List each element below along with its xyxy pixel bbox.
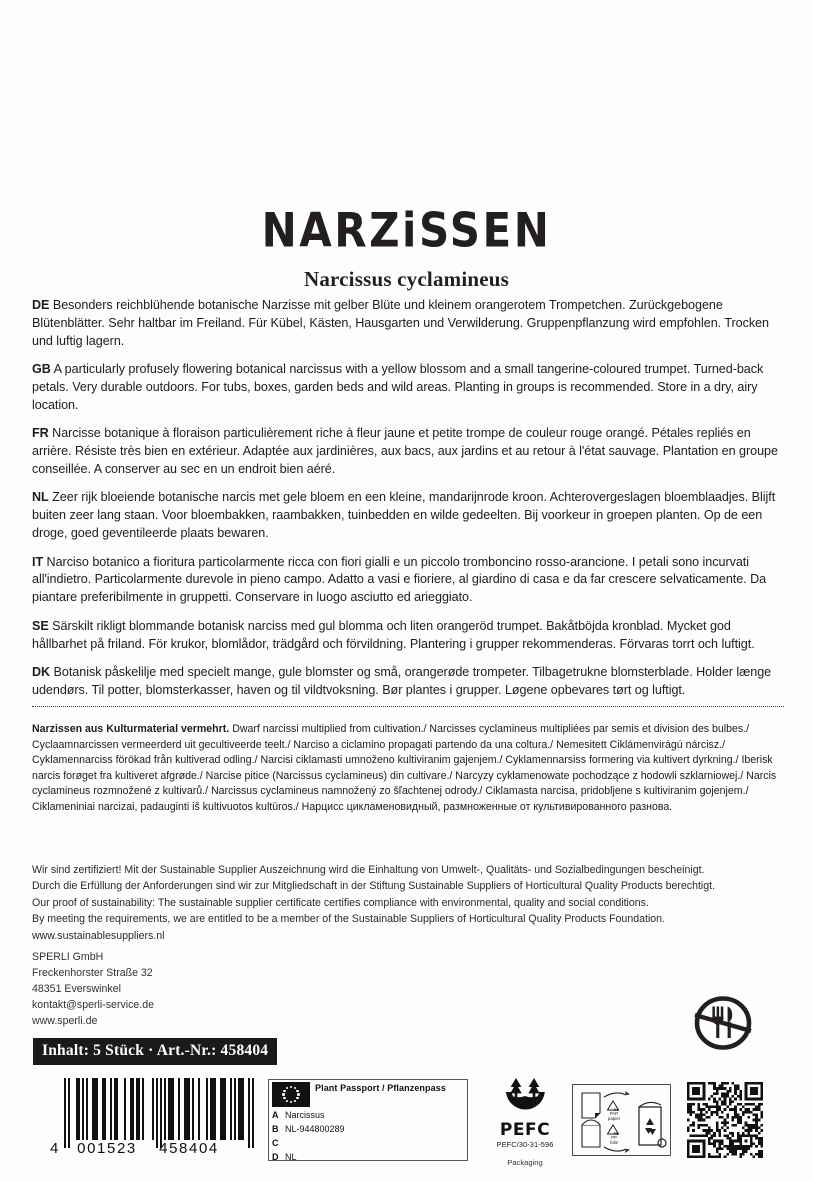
description-se bbox=[32, 618, 784, 654]
passport-rows bbox=[272, 1109, 465, 1165]
recycling-instructions bbox=[572, 1084, 671, 1156]
lang-code-se: SE bbox=[32, 618, 49, 633]
passport-key-c: C bbox=[272, 1137, 279, 1148]
company-email: kontakt@sperli-service.de bbox=[32, 999, 155, 1012]
recycle-paper-code: 21 bbox=[613, 1107, 619, 1112]
lang-code-it: IT bbox=[32, 554, 44, 569]
description-fr bbox=[32, 425, 784, 479]
pefc-wordmark: PEFC bbox=[499, 1120, 551, 1140]
cultivation-note bbox=[32, 722, 784, 815]
pefc-certification bbox=[486, 1072, 564, 1167]
page-title: NARZiSSEN bbox=[261, 202, 552, 258]
barcode-digits-left: 001523 bbox=[77, 1140, 137, 1157]
pefc-logo-icon bbox=[486, 1072, 564, 1116]
passport-row bbox=[272, 1123, 465, 1137]
qr-code-icon bbox=[687, 1082, 763, 1158]
passport-header bbox=[269, 1080, 467, 1104]
cert-website: www.sustainablesuppliers.nl bbox=[32, 929, 165, 942]
cert-line-2: Durch die Erfüllung der Anforderungen sind wir zur Mitgliedschaft in der Stiftung Sustainable Suppliers of Horticultural Quality Products berechtigt. bbox=[32, 880, 716, 893]
recycle-foil-label: PP bbox=[611, 1135, 617, 1140]
passport-key-d: D bbox=[272, 1151, 279, 1162]
description-dk bbox=[32, 664, 784, 700]
description-it bbox=[32, 554, 784, 608]
passport-row bbox=[272, 1137, 465, 1151]
passport-value-d: NL bbox=[285, 1151, 297, 1162]
passport-key-b: B bbox=[272, 1123, 279, 1134]
company-street: Freckenhorster Straße 32 bbox=[32, 967, 153, 980]
passport-value-c bbox=[285, 1137, 465, 1151]
barcode-bars bbox=[64, 1078, 254, 1140]
pefc-packaging-label: Packaging bbox=[507, 1158, 543, 1167]
passport-key-a: A bbox=[272, 1110, 279, 1120]
pefc-code: PEFC/30-31-596 bbox=[496, 1140, 554, 1149]
recycle-foil-sub: folie bbox=[609, 1140, 619, 1145]
recycle-paper-label: PAP bbox=[609, 1111, 619, 1116]
lang-code-fr: FR bbox=[32, 426, 49, 441]
cert-line-4: By meeting the requirements, we are entitled to be a member of the Sustainable Suppliers of Horticultural Quality Products Foundation. bbox=[32, 913, 666, 926]
content-article-badge: Inhalt: 5 Stück · Art.-Nr.: 458404 bbox=[33, 1038, 277, 1065]
cert-line-1: Wir sind zertifiziert! Mit der Sustainable Supplier Auszeichnung wird die Einhaltung von Umwelt-, Qualitäts- und Sozialbedingungen bescheinigt. bbox=[32, 864, 705, 876]
company-address bbox=[32, 949, 352, 1029]
cert-line-3: Our proof of sustainability: The sustainable supplier certificate certifies compliance with environmental, quality and social conditions. bbox=[32, 896, 649, 909]
passport-value-a: Narcissus bbox=[285, 1110, 325, 1120]
plant-passport bbox=[268, 1079, 468, 1161]
description-gb bbox=[32, 361, 784, 415]
lang-code-gb: GB bbox=[32, 362, 51, 377]
cultivation-lead: Narzissen aus Kulturmaterial vermehrt. bbox=[32, 723, 230, 735]
description-text-it: Narciso botanico a fioritura particolarmente ricca con fiori gialli e un piccolo tromboncino rosso-arancione. I petali sono incurvati all'indietro. Particolarmente durevole in pieno campo. Adatto a vasi e fioriere, al giardino di casa e da far crescere selvaticamente. Da piantare preferibilmente in gruppetti. Conservare in luogo asciutto ed arieggiato. bbox=[32, 554, 767, 605]
language-descriptions bbox=[32, 297, 784, 700]
company-city: 48351 Everswinkel bbox=[32, 983, 121, 996]
description-nl bbox=[32, 489, 784, 543]
cultivation-text: Dwarf narcissi multiplied from cultivation./ Narcisses cyclamineus multipliées par semis et division des bulbes./ Cyclaamnarcissen vermeerderd uit gecultiveerde teelt./ Narciso a ciclamino propagati partendo da una coltura./ Nemesitett Ciklámenvirágú nárcisz./ Cyklamennarciss förökad från kultiverad odling./ Narcisi ciklamasti umnoženo kultiviranim gajenjem./ Cyklamennarsiss formering via kultivert dyrkning./ Iberisk narcis forøget fra kultiveret afgrøde./ Narcise pitice (Narcissus cyclamineus) din cultivare./ Narcyzy cyklamenowate pochodzące z hodowli szklarniowej./ Narcis cyclamineus rozmnožené z kultivarů./ Narcissus cyclamineus namnožený zo šľachtenej odrody./ Ciklamasta narcisa, pridobljene s kultiviranim gojenjem./ Ciklameniniai narcizai, padauginti iš kultivuotos kultūros./ Нарцисс цикламеновидный, размноженные от культивированного разнова. bbox=[32, 723, 777, 813]
recycle-foil-code: 05 bbox=[613, 1131, 619, 1136]
company-name: SPERLI GmbH bbox=[32, 951, 104, 963]
recycle-paper-sub: papier bbox=[607, 1116, 621, 1121]
passport-row bbox=[272, 1151, 465, 1165]
eu-flag-icon bbox=[272, 1082, 310, 1107]
passport-title: Plant Passport / Pflanzenpass bbox=[315, 1083, 446, 1093]
lang-code-dk: DK bbox=[32, 664, 51, 679]
certification-note bbox=[32, 862, 784, 944]
description-de bbox=[32, 297, 784, 351]
lang-code-de: DE bbox=[32, 298, 50, 312]
lang-code-nl: NL bbox=[32, 490, 49, 505]
description-text-fr: Narcisse botanique à floraison particulièrement riche à fleur jaune et petite trompe de couleur rouge orangé. Pétales repliés en arrière. Résiste très bien en extérieur. Adaptée aux jardinières, aux bacs, aux jardins et au retour à l'état sauvage. Plantation en groupe conseillée. A conserver au sec en un endroit bien aéré. bbox=[32, 426, 778, 476]
barcode-digits bbox=[44, 1140, 259, 1157]
description-text-dk: Botanisk påskelilje med specielt mange, gule blomster og små, orangerøde trompeter. Tilbagetrukne blomsterblade. Holder længe udendørs. Til potter, blomsterkasser, haven og til vildtvoksning. Bør plantes i grupper. Løgene opbevares tørt og luftigt. bbox=[32, 664, 772, 697]
company-website: www.sperli.de bbox=[32, 1015, 98, 1028]
barcode bbox=[44, 1078, 259, 1166]
description-text-se: Särskilt rikligt blommande botanisk narciss med gul blomma och liten orangeröd trumpet. Bakåtböjda kronblad. Mycket god hållbarhet på friland. För krukor, blomlådor, trädgård och förvildning. Plantering i grupper rekommenderas. Förvaras torrt och luftigt. bbox=[32, 618, 755, 651]
description-text-de: Besonders reichblühende botanische Narzisse mit gelber Blüte und kleinem orangerotem Trompetchen. Zurückgebogene Blütenblätter. Sehr haltbar im Freiland. Für Kübel, Kästen, Hausgarten und Verwilderung. Gruppenpflanzung wird empfohlen. Trocken und luftig lagern. bbox=[32, 298, 770, 348]
barcode-digit-first: 4 bbox=[50, 1140, 60, 1157]
passport-value-b: NL-944800289 bbox=[285, 1123, 345, 1134]
description-text-gb: A particularly profusely flowering botanical narcissus with a yellow blossom and a small tangerine-coloured trumpet. Turned-back petals. Very durable outdoors. For tubs, boxes, garden beds and wild areas. Planting in groups is recommended. Store in a dry, airy location. bbox=[32, 362, 764, 412]
passport-row bbox=[272, 1109, 465, 1123]
description-text-nl: Zeer rijk bloeiende botanische narcis met gele bloem en een kleine, mandarijnrode kroon. Achterovergeslagen bloemblaadjes. Blijft buiten zeer lang staan. Voor bloembakken, raambakken, tuinbedden en wilde gedeelten. Bij voorkeur in groepen planten. Op de een droge, goed geventileerde plaats bewaren. bbox=[32, 490, 776, 541]
barcode-digits-right: 458404 bbox=[159, 1140, 219, 1157]
botanical-name: Narcissus cyclamineus bbox=[303, 267, 510, 292]
no-food-icon bbox=[690, 992, 756, 1054]
divider bbox=[32, 706, 784, 707]
title-block bbox=[0, 202, 813, 292]
